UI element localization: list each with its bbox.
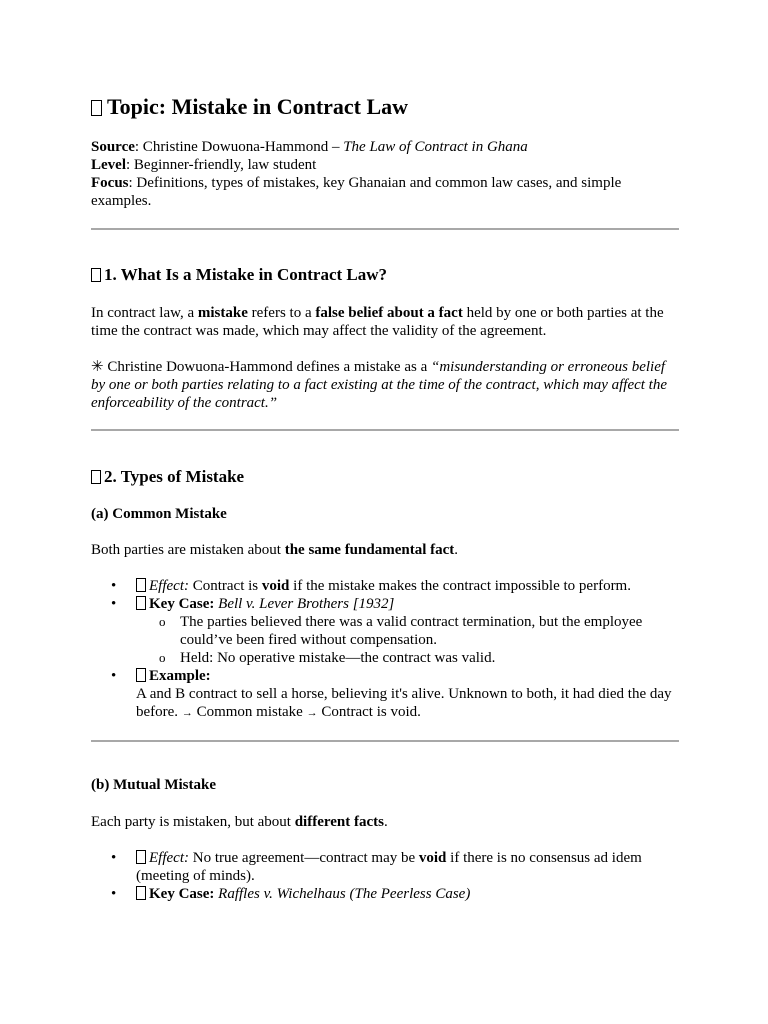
level-label: Level xyxy=(91,157,126,173)
key-case-label: Key Case: xyxy=(149,886,215,902)
mutual-mistake-intro xyxy=(91,813,679,831)
mutual-mistake-heading: (b) Mutual Mistake xyxy=(91,777,216,793)
section-2-heading xyxy=(91,467,244,487)
meta-focus xyxy=(91,174,679,210)
arrow-icon: → xyxy=(306,707,318,719)
section-2-heading-text: 2. Types of Mistake xyxy=(104,467,245,486)
section-1-heading-text: 1. What Is a Mistake in Contract Law? xyxy=(104,265,388,284)
meta-level xyxy=(91,156,679,174)
text-run: if the mistake makes the contract impossible to perform. xyxy=(289,578,631,594)
missing-glyph-icon xyxy=(91,470,101,484)
common-mistake-heading: (a) Common Mistake xyxy=(91,506,227,522)
text-run: Each party is mistaken, but about xyxy=(91,814,295,830)
page-title xyxy=(91,94,408,120)
common-mistake-intro xyxy=(91,541,679,559)
divider xyxy=(91,429,679,431)
section-1-quote xyxy=(91,358,679,412)
source-book: The Law of Contract in Ghana xyxy=(343,139,528,155)
text-run: In contract law, a xyxy=(91,305,198,321)
list-item xyxy=(91,885,679,903)
text-run: A and B contract to sell a horse, believing it's alive. Unknown to both, it had died the day before. xyxy=(136,686,672,720)
text-run: Contract is void. xyxy=(317,704,421,720)
focus-text: : Definitions, types of mistakes, key Ghanaian and common law cases, and simple examples. xyxy=(91,175,622,209)
divider xyxy=(91,740,679,742)
term-same-fact: the same fundamental fact xyxy=(284,542,455,558)
focus-label: Focus xyxy=(91,175,129,191)
missing-glyph-icon xyxy=(136,596,146,610)
missing-glyph-icon xyxy=(136,578,146,592)
missing-glyph-icon xyxy=(91,100,102,116)
term-void: void xyxy=(261,578,290,594)
effect-label: Effect: xyxy=(149,578,189,594)
text-run: No true agreement—contract may be xyxy=(188,850,419,866)
text-run: Contract is xyxy=(188,578,262,594)
example-label: Example: xyxy=(149,668,211,684)
text-run: Common mistake xyxy=(192,704,307,720)
text-run: held by one or both parties at the time the contract was made, which may affect the validity of the agreement. xyxy=(91,305,664,339)
term-mistake: mistake xyxy=(197,305,248,321)
sub-list-item: o Held: No operative mistake—the contract was valid. xyxy=(136,649,679,667)
list-item xyxy=(91,667,679,722)
term-different-facts: different facts xyxy=(294,814,384,830)
effect-label: Effect: xyxy=(149,850,189,866)
term-void: void xyxy=(418,850,447,866)
arrow-icon: → xyxy=(181,707,193,719)
meta-source xyxy=(91,138,679,156)
quote-prefix: ✳ Christine Dowuona-Hammond defines a mistake as a xyxy=(91,359,431,375)
list-item xyxy=(91,595,679,667)
list-item xyxy=(91,577,679,595)
section-1-heading xyxy=(91,265,387,285)
term-false-belief: false belief about a fact xyxy=(315,305,463,321)
key-case-label: Key Case: xyxy=(149,596,215,612)
text-run: . xyxy=(383,814,388,830)
missing-glyph-icon xyxy=(136,668,146,682)
missing-glyph-icon xyxy=(91,268,101,282)
text-run: refers to a xyxy=(247,305,316,321)
page-title-text: Topic: Mistake in Contract Law xyxy=(107,94,409,119)
list-item xyxy=(91,849,679,885)
sub-list-item: o The parties believed there was a valid contract termination, but the employee could’ve been fired without compensation. xyxy=(136,613,679,649)
document-meta xyxy=(91,138,679,210)
mutual-mistake-list xyxy=(91,849,679,903)
key-case-name: Raffles v. Wichelhaus (The Peerless Case) xyxy=(218,886,471,902)
divider xyxy=(91,228,679,230)
text-run: if there is no consensus ad idem (meeting of minds). xyxy=(136,850,642,884)
common-mistake-list xyxy=(91,577,679,722)
text-run: Both parties are mistaken about xyxy=(91,542,285,558)
missing-glyph-icon xyxy=(136,850,146,864)
source-text: : Christine Dowuona-Hammond – xyxy=(134,139,344,155)
quote-text: “misunderstanding or erroneous belief by one or both parties relating to a fact existing at the time of the contract, which may affect the enforceability of the contract.” xyxy=(91,359,668,411)
source-label: Source xyxy=(91,139,135,155)
level-text: : Beginner-friendly, law student xyxy=(126,157,317,173)
key-case-name: Bell v. Lever Brothers [1932] xyxy=(218,596,395,612)
section-1-definition xyxy=(91,304,679,340)
missing-glyph-icon xyxy=(136,886,146,900)
text-run: . xyxy=(454,542,459,558)
case-details xyxy=(136,613,679,667)
